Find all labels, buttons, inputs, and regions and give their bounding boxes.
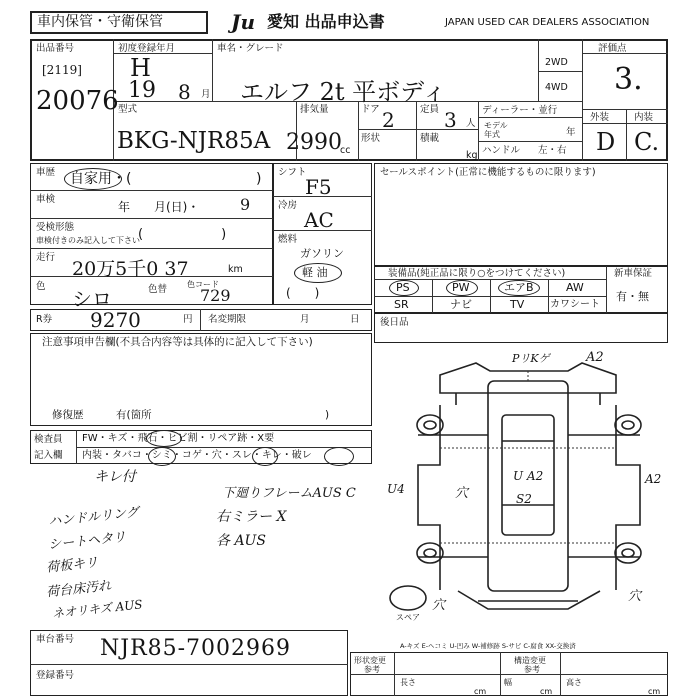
- new-warranty-label: 新車保証: [614, 268, 653, 279]
- reg-month: 8: [178, 80, 191, 104]
- inspection-value: 9: [240, 195, 251, 214]
- month-unit: 月: [201, 89, 211, 100]
- load-unit: kg: [466, 150, 478, 161]
- inspector-row-1: FW・キズ・飛石・ヒビ割・リペア跡・X要: [82, 433, 275, 444]
- length-unit: cm: [474, 687, 487, 696]
- note-hw-9: 各 AUS: [216, 533, 266, 549]
- handle-options: 左・右: [538, 145, 567, 156]
- history-close: ): [256, 171, 262, 187]
- equip-pw: PW: [452, 281, 470, 294]
- recycle-unit: 円: [183, 314, 193, 325]
- grade-value: 3.: [614, 62, 643, 97]
- diagram-mark-7: A2: [645, 472, 662, 486]
- equip-navi: ナビ: [450, 298, 472, 311]
- recycle-value: 9270: [90, 308, 141, 332]
- transfer-paren: ( ): [138, 227, 227, 242]
- name-change-label: 名変期限: [208, 314, 247, 325]
- registration-label: 登録番号: [36, 670, 75, 681]
- displacement-value: 2990: [286, 130, 342, 155]
- first-reg-label: 初度登録年月: [118, 43, 176, 54]
- transfer-note: 車検付きのみ記入して下さい: [36, 236, 140, 245]
- equip-sr: SR: [394, 298, 409, 311]
- color-code-label: 色コード: [187, 280, 219, 289]
- spare-label: スペア: [396, 613, 420, 622]
- exterior-label: 外装: [590, 112, 610, 123]
- mark-tear-circle: [324, 447, 354, 466]
- chassis-number: NJR85-7002969: [100, 636, 292, 661]
- dealer-label: ディーラー・並行: [482, 105, 558, 116]
- note-hw-5: 荷台床汚れ: [45, 578, 112, 601]
- equipment-label: 装備品(純正品に限り○をつけてください): [388, 268, 566, 279]
- inspector-label-2: 記入欄: [34, 450, 63, 461]
- diagram-mark-5: U A2: [513, 469, 544, 483]
- ju-logo: Ju: [231, 10, 256, 34]
- fuel-diesel: 軽 油: [302, 266, 328, 279]
- width-unit: cm: [540, 687, 553, 696]
- inspection-ym: 年 月(日)・: [118, 200, 200, 214]
- note-hw-6: ネオリキズ AUS: [51, 597, 144, 621]
- car-name: エルフ 2t 平ボディ: [240, 78, 447, 106]
- association-name: JAPAN USED CAR DEALERS ASSOCIATION: [445, 17, 650, 28]
- lot-sub-number: [2119]: [42, 63, 82, 77]
- color-value: シロ: [72, 287, 112, 311]
- note-hw-8: 右ミラー X: [216, 509, 287, 525]
- shape-label: 形状: [361, 133, 381, 144]
- fuel-label: 燃料: [278, 234, 298, 245]
- equip-aw: AW: [566, 281, 584, 294]
- height-unit: cm: [648, 687, 661, 696]
- mileage-label: 走行: [36, 252, 56, 263]
- inspector-label: 検査員: [34, 434, 63, 445]
- drive-2wd: 2WD: [545, 57, 568, 68]
- mark-stone-circle: [146, 430, 182, 447]
- structure-change-label: 構造変更: [514, 656, 546, 665]
- ac-label: 冷房: [278, 200, 298, 211]
- exterior-grade: D: [596, 128, 616, 156]
- shift-value: F5: [305, 175, 332, 199]
- fuel-paren: ( ): [286, 286, 320, 300]
- doors-value: 2: [382, 108, 395, 132]
- note-hw-3: シートヘタリ: [47, 529, 127, 554]
- rear-items-box: [374, 313, 668, 343]
- seats-label: 定員: [420, 104, 440, 115]
- mileage-unit: km: [228, 264, 243, 275]
- sales-point-box: [374, 163, 668, 266]
- color-label: 色: [36, 281, 46, 292]
- handle-label: ハンドル: [482, 145, 521, 156]
- shift-label: シフト: [278, 167, 307, 178]
- sales-point-label: セールスポイント(正常に機能するものに限ります): [380, 167, 596, 178]
- lot-number-label: 出品番号: [36, 43, 75, 54]
- chassis-label: 車台番号: [36, 634, 75, 645]
- diagram-mark-9: 穴: [628, 589, 642, 604]
- equip-seat: カワシート: [550, 299, 600, 310]
- rear-items-label: 後日品: [380, 317, 409, 328]
- seats-value: 3: [444, 108, 457, 132]
- color-change-label: 色替: [148, 284, 168, 295]
- length-label: 長さ: [400, 678, 416, 687]
- interior-label: 内装: [634, 112, 654, 123]
- note-hw-4: 荷板キリ: [45, 555, 99, 576]
- ac-value: AC: [304, 208, 334, 232]
- drive-4wd: 4WD: [545, 82, 568, 93]
- model-value: BKG-NJR85A: [117, 128, 271, 154]
- recycle-row: [30, 309, 372, 331]
- note-hw-2: ハンドルリング: [47, 505, 140, 530]
- equip-airbag: エアB: [504, 281, 534, 294]
- note-hw-1: キレ付: [94, 469, 136, 485]
- height-label: 高さ: [566, 678, 582, 687]
- displacement-label: 排気量: [300, 104, 329, 115]
- new-warranty-value: 有・無: [616, 290, 649, 303]
- car-name-label: 車名・グレード: [217, 43, 284, 54]
- diagram-mark-4: 穴: [455, 486, 469, 501]
- seats-unit: 人: [466, 118, 476, 129]
- diagram-mark-3: U4: [387, 482, 405, 496]
- history-value: 自家用・(: [70, 171, 132, 187]
- diagram-mark-2: A2: [586, 350, 604, 365]
- equip-tv: TV: [510, 298, 525, 311]
- name-change-day: 日: [350, 314, 360, 325]
- doors-label: ドア: [361, 104, 380, 115]
- width-label: 幅: [504, 678, 512, 687]
- history-label: 車歴: [36, 167, 56, 178]
- era: H: [130, 54, 151, 82]
- repair-close: ): [325, 409, 330, 421]
- diagram-mark-8: 穴: [432, 598, 446, 613]
- mileage-value: 20万5千0 37: [72, 258, 189, 280]
- inspection-label: 車検: [36, 194, 56, 205]
- color-code-value: 729: [200, 286, 231, 305]
- grade-label: 評価点: [598, 43, 627, 54]
- note-hw-7: 下廻りフレームAUS C: [222, 486, 356, 501]
- lot-number: 20076: [36, 86, 119, 116]
- form-title: 愛知 出品申込書: [267, 12, 385, 31]
- fuel-gasoline: ガソリン: [300, 247, 344, 260]
- repair-value: 有(箇所: [116, 409, 152, 421]
- model-year-label: モデル 年式: [484, 121, 508, 139]
- storage-tag: 車内保管・守衛保管: [37, 14, 163, 30]
- recycle-label: R券: [36, 314, 53, 325]
- diagram-mark-6: S2: [516, 492, 532, 506]
- reference-label-1: 参考: [364, 665, 380, 674]
- name-change-month: 月: [300, 314, 310, 325]
- shape-change-label: 形状変更: [354, 656, 386, 665]
- transfer-label: 受検形態: [36, 222, 75, 233]
- load-label: 積載: [420, 133, 440, 144]
- reg-year: 19: [128, 78, 156, 103]
- inspector-row-2: 内装・タバコ・シミ・コゲ・穴・スレ・キレ・破レ: [82, 450, 312, 461]
- diagram-mark-1: PリKゲ: [512, 352, 550, 365]
- notes-label: 注意事項申告欄(不具合内容等は具体的に記入して下さい): [42, 336, 313, 348]
- model-year-unit: 年: [566, 127, 576, 138]
- equip-ps: PS: [396, 281, 410, 294]
- damage-legend: A-キズ E-ヘコミ U-凹み W-補修跡 S-サビ C-腐食 XX-交換済: [400, 642, 576, 650]
- model-label: 型式: [118, 104, 138, 115]
- reference-label-2: 参考: [524, 665, 540, 674]
- interior-grade: C.: [634, 128, 660, 156]
- repair-label: 修復歴: [52, 409, 84, 421]
- mark-tobacco-circle: [148, 447, 176, 466]
- displacement-unit: cc: [340, 145, 351, 156]
- mark-scrape-circle: [252, 447, 278, 466]
